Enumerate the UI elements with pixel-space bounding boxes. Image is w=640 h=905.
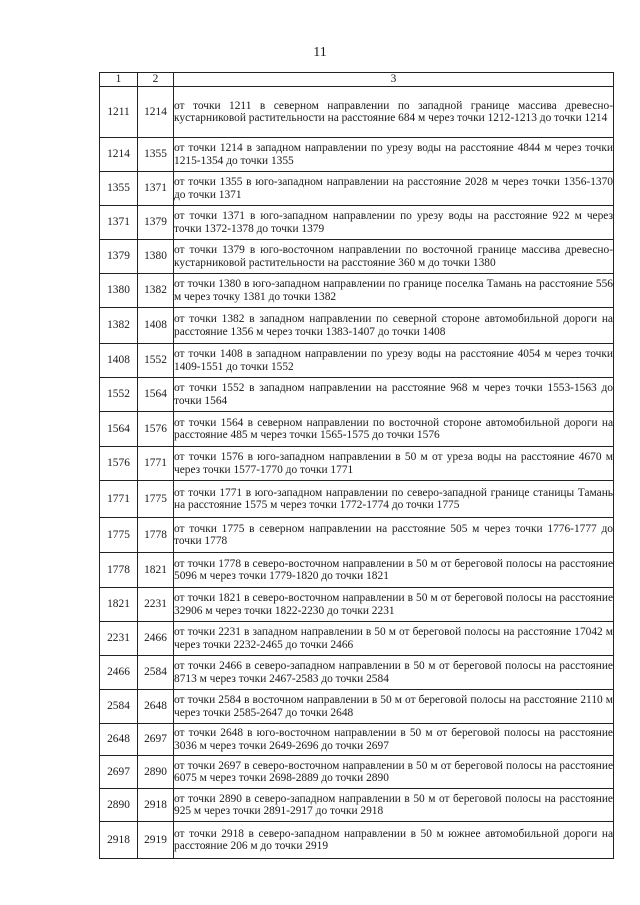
- column-header-description: 3: [174, 73, 614, 87]
- boundary-description-table: [99, 72, 614, 859]
- cell-description: от точки 2466 в северо-западном направлении в 50 м от береговой полосы на расстояние 8713 м через точки 2467-2583 до точки 2584: [174, 656, 614, 690]
- page-number: 11: [313, 45, 327, 60]
- cell-to-point: 1552: [138, 344, 174, 378]
- cell-description: от точки 2918 в северо-западном направлении в 50 м южнее автомобильной дороги на расстояние 206 м до точки 2919: [174, 822, 614, 859]
- table-row: [100, 240, 614, 274]
- cell-from-point: 2648: [100, 724, 138, 756]
- cell-to-point: 2584: [138, 656, 174, 690]
- table-row: [100, 588, 614, 622]
- column-header-from: 1: [100, 73, 138, 87]
- cell-to-point: 1214: [138, 87, 174, 138]
- table-row: [100, 447, 614, 481]
- cell-to-point: 1355: [138, 138, 174, 172]
- cell-from-point: 1771: [100, 481, 138, 518]
- table-row: [100, 344, 614, 378]
- cell-to-point: 2697: [138, 724, 174, 756]
- table-row: [100, 378, 614, 412]
- table-row: [100, 553, 614, 588]
- cell-description: от точки 1380 в юго-западном направлении по границе поселка Тамань на расстояние 556 м через точку 1381 до точки 1382: [174, 274, 614, 308]
- cell-description: от точки 1355 в юго-западном направлении на расстояние 2028 м через точки 1356-1370 до точки 1371: [174, 172, 614, 206]
- table-body: [100, 87, 614, 859]
- table-row: [100, 622, 614, 656]
- cell-from-point: 1778: [100, 553, 138, 588]
- cell-from-point: 1576: [100, 447, 138, 481]
- cell-to-point: 2466: [138, 622, 174, 656]
- cell-to-point: 2648: [138, 690, 174, 724]
- cell-from-point: 1382: [100, 308, 138, 344]
- cell-from-point: 2890: [100, 789, 138, 822]
- cell-from-point: 1564: [100, 412, 138, 447]
- cell-description: от точки 1576 в юго-западном направлении в 50 м от уреза воды на расстояние 4670 м через точки 1577-1770 до точки 1771: [174, 447, 614, 481]
- cell-description: от точки 2584 в восточном направлении в 50 м от береговой полосы на расстояние 2110 м через точки 2585-2647 до точки 2648: [174, 690, 614, 724]
- cell-from-point: 1211: [100, 87, 138, 138]
- cell-to-point: 1576: [138, 412, 174, 447]
- cell-to-point: 1564: [138, 378, 174, 412]
- table-row: [100, 308, 614, 344]
- cell-from-point: 1379: [100, 240, 138, 274]
- cell-description: от точки 1211 в северном направлении по западной границе массива древесно-кустарниковой растительности на расстояние 684 м через точки 1212-1213 до точки 1214: [174, 87, 614, 138]
- table-row: [100, 412, 614, 447]
- table-row: [100, 822, 614, 859]
- cell-to-point: 1775: [138, 481, 174, 518]
- cell-to-point: 2919: [138, 822, 174, 859]
- cell-description: от точки 2697 в северо-восточном направлении в 50 м от береговой полосы на расстояние 6075 м через точки 2698-2889 до точки 2890: [174, 756, 614, 789]
- table-header-row: [100, 73, 614, 87]
- table-row: [100, 274, 614, 308]
- cell-description: от точки 1214 в западном направлении по урезу воды на расстояние 4844 м через точки 1215-1354 до точки 1355: [174, 138, 614, 172]
- cell-to-point: 2890: [138, 756, 174, 789]
- cell-from-point: 1355: [100, 172, 138, 206]
- cell-description: от точки 1821 в северо-восточном направлении в 50 м от береговой полосы на расстояние 32906 м через точки 1822-2230 до точки 2231: [174, 588, 614, 622]
- cell-description: от точки 1775 в северном направлении на расстояние 505 м через точки 1776-1777 до точки 1778: [174, 518, 614, 553]
- cell-to-point: 1379: [138, 206, 174, 240]
- cell-description: от точки 1408 в западном направлении по урезу воды на расстояние 4054 м через точки 1409-1551 до точки 1552: [174, 344, 614, 378]
- cell-to-point: 2231: [138, 588, 174, 622]
- cell-from-point: 1214: [100, 138, 138, 172]
- table-row: [100, 656, 614, 690]
- cell-from-point: 1552: [100, 378, 138, 412]
- cell-description: от точки 1379 в юго-восточном направлении по восточной границе массива древесно-кустарниковой растительности на расстояние 360 м до точки 1380: [174, 240, 614, 274]
- cell-to-point: 1408: [138, 308, 174, 344]
- cell-to-point: 2918: [138, 789, 174, 822]
- cell-to-point: 1821: [138, 553, 174, 588]
- table-row: [100, 206, 614, 240]
- cell-to-point: 1382: [138, 274, 174, 308]
- cell-from-point: 2231: [100, 622, 138, 656]
- cell-from-point: 2584: [100, 690, 138, 724]
- table-row: [100, 481, 614, 518]
- cell-to-point: 1380: [138, 240, 174, 274]
- table-row: [100, 138, 614, 172]
- cell-from-point: 1821: [100, 588, 138, 622]
- cell-from-point: 2697: [100, 756, 138, 789]
- cell-description: от точки 2890 в северо-западном направлении в 50 м от береговой полосы на расстояние 925 м через точки 2891-2917 до точки 2918: [174, 789, 614, 822]
- cell-to-point: 1778: [138, 518, 174, 553]
- table-row: [100, 756, 614, 789]
- cell-from-point: 1775: [100, 518, 138, 553]
- cell-description: от точки 1552 в западном направлении на расстояние 968 м через точки 1553-1563 до точки 1564: [174, 378, 614, 412]
- cell-to-point: 1371: [138, 172, 174, 206]
- cell-from-point: 2466: [100, 656, 138, 690]
- table-row: [100, 690, 614, 724]
- cell-from-point: 1408: [100, 344, 138, 378]
- cell-from-point: 2918: [100, 822, 138, 859]
- cell-description: от точки 1371 в юго-западном направлении по урезу воды на расстояние 922 м через точки 1372-1378 до точки 1379: [174, 206, 614, 240]
- table-row: [100, 724, 614, 756]
- cell-description: от точки 1778 в северо-восточном направлении в 50 м от береговой полосы на расстояние 5096 м через точки 1779-1820 до точки 1821: [174, 553, 614, 588]
- cell-from-point: 1371: [100, 206, 138, 240]
- cell-description: от точки 2231 в западном направлении в 50 м от береговой полосы на расстояние 17042 м через точки 2232-2465 до точки 2466: [174, 622, 614, 656]
- table-row: [100, 518, 614, 553]
- table-row: [100, 87, 614, 138]
- column-header-to: 2: [138, 73, 174, 87]
- cell-to-point: 1771: [138, 447, 174, 481]
- cell-description: от точки 2648 в юго-восточном направлении в 50 м от береговой полосы на расстояние 3036 м через точки 2649-2696 до точки 2697: [174, 724, 614, 756]
- table-row: [100, 172, 614, 206]
- cell-description: от точки 1564 в северном направлении по восточной стороне автомобильной дороги на расстояние 485 м через точки 1565-1575 до точки 1576: [174, 412, 614, 447]
- cell-description: от точки 1382 в западном направлении по северной стороне автомобильной дороги на расстояние 1356 м через точки 1383-1407 до точки 1408: [174, 308, 614, 344]
- table-row: [100, 789, 614, 822]
- cell-from-point: 1380: [100, 274, 138, 308]
- cell-description: от точки 1771 в юго-западном направлении по северо-западной границе станицы Тамань на расстояние 1575 м через точки 1772-1774 до точки 1775: [174, 481, 614, 518]
